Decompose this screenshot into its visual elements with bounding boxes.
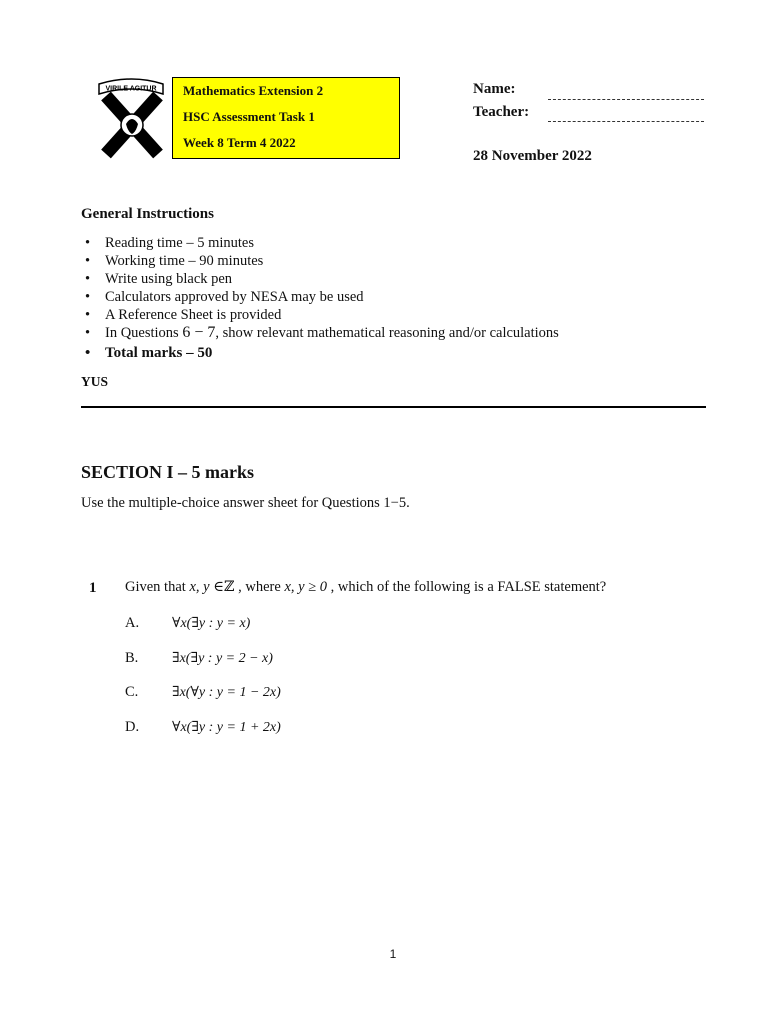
instructions-list (83, 234, 559, 362)
option-a-expression: ∀x(∃y : y = x) (172, 616, 251, 631)
section-note: Use the multiple-choice answer sheet for Questions 1−5. (81, 495, 410, 511)
divider (81, 406, 706, 408)
crest-motto: VIRILE AGITUR (105, 85, 157, 93)
option-b-expression: ∃x(∃y : y = 2 − x) (172, 651, 273, 666)
page-number: 1 (389, 947, 397, 961)
option-letter-b: B. (125, 650, 139, 666)
instruction-item: • Working time – 90 minutes (83, 252, 559, 270)
instructions-heading: General Instructions (81, 206, 214, 222)
teacher-field[interactable] (548, 121, 704, 122)
task-week: Week 8 Term 4 2022 (183, 135, 296, 150)
school-crest-logo (96, 74, 166, 160)
instruction-item-reasoning: • In Questions 6 − 7, show relevant mathematical reasoning and/or calculations (83, 324, 559, 342)
course-title-box (172, 77, 400, 159)
question-text: Given that x, y ∈ℤ , where x, y ≥ 0 , which of the following is a FALSE statement? (125, 579, 607, 595)
instruction-item: • A Reference Sheet is provided (83, 306, 559, 324)
option-letter-d: D. (125, 719, 140, 735)
option-letter-c: C. (125, 684, 139, 700)
option-letter-a: A. (125, 615, 140, 631)
teacher-initials: YUS (81, 374, 109, 389)
task-name: HSC Assessment Task 1 (183, 109, 315, 124)
question-number: 1 (89, 580, 97, 596)
name-field[interactable] (548, 99, 704, 100)
instruction-item: • Reading time – 5 minutes (83, 234, 559, 252)
total-marks: • Total marks – 50 (83, 344, 559, 362)
section-title: SECTION I – 5 marks (81, 462, 255, 482)
course-name: Mathematics Extension 2 (183, 83, 324, 98)
instruction-item: • Write using black pen (83, 270, 559, 288)
instruction-item: • Calculators approved by NESA may be used (83, 288, 559, 306)
option-c-expression: ∃x(∀y : y = 1 − 2x) (172, 685, 281, 700)
teacher-label: Teacher: (473, 104, 530, 120)
option-d-expression: ∀x(∃y : y = 1 + 2x) (172, 720, 281, 735)
name-label: Name: (473, 81, 516, 97)
exam-date: 28 November 2022 (473, 148, 592, 164)
